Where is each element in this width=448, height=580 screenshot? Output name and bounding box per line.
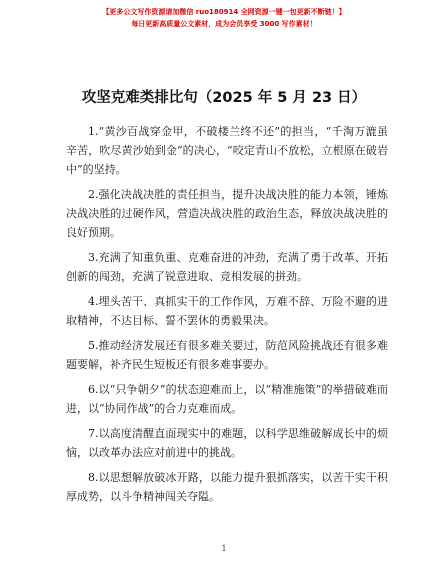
paragraph-6: 6.以“只争朝夕”的状态迎难而上，以“精准施策”的举措破难而进，以“协同作战”的合力克难而成。 <box>66 383 388 415</box>
paragraph-5: 5.推动经济发展还有很多难关要过，防范风险挑战还有很多难题要解，补齐民生短板还有很多难事要办。 <box>66 339 388 371</box>
paragraph-8: 8.以思想解放破冰开路，以能力提升狠抓落实，以苦干实干积厚成势，以斗争精神闯关夺隘。 <box>66 471 388 503</box>
document-title: 攻坚克难类排比句（2025 年 5 月 23 日） <box>81 90 367 106</box>
paragraph-2: 2.强化决战决胜的责任担当，提升决战决胜的能力本领，锤炼决战决胜的过硬作风，营造决战决胜的政治生态，释放决战决胜的良好预期。 <box>66 188 388 239</box>
promo-banner-line-2: 每日更新高质量公文素材，成为会员享受 3000 写作素材！ <box>131 20 317 28</box>
page-number: 1 <box>221 544 227 553</box>
document-body <box>66 122 388 512</box>
paragraph-4: 4.埋头苦干、真抓实干的工作作风，万难不辞、万险不避的进取精神，不达目标、誓不罢休的勇毅果决。 <box>66 295 388 327</box>
promo-banner-line-1: 【更多公文写作资源请加微信 ruo180914 全网资源一键一包更新不断链！】 <box>102 8 346 16</box>
paragraph-7: 7.以高度清醒直面现实中的难题，以科学思维破解成长中的烦恼，以改革办法应对前进中的挑战。 <box>66 427 388 459</box>
promo-banner <box>0 6 448 30</box>
paragraph-1: 1.“黄沙百战穿金甲，不破楼兰终不还”的担当，“千淘万漉虽辛苦，吹尽黄沙始到金”的决心，“咬定青山不放松，立根原在破岩中”的坚持。 <box>66 125 388 176</box>
paragraph-3: 3.充满了知重负重、克难奋进的冲劲，充满了勇于改革、开拓创新的闯劲，充满了锐意进取、竞相发展的拼劲。 <box>66 251 388 283</box>
